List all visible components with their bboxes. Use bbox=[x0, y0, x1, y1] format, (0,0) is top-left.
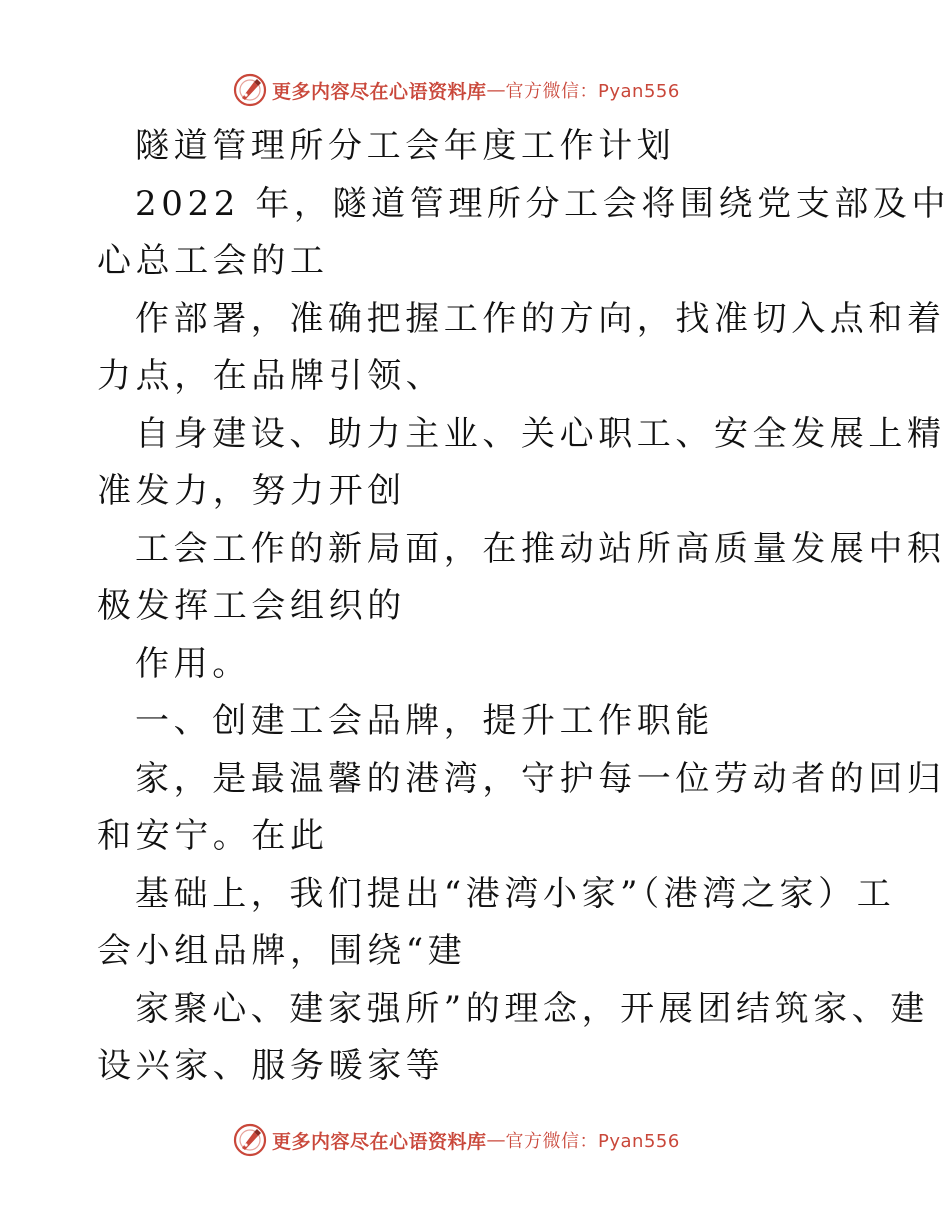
text-line: 工会工作的新局面，在推动站所高质量发展中积 bbox=[135, 528, 946, 569]
text-line: 作用。 bbox=[135, 643, 251, 684]
text-line: 力点，在品牌引领、 bbox=[97, 356, 445, 396]
document-title: 隧道管理所分工会年度工作计划 bbox=[135, 126, 676, 166]
text-line: 会小组品牌，围绕“建 bbox=[97, 931, 467, 971]
banner-dash: — bbox=[486, 79, 506, 101]
pen-nib-logo-icon bbox=[232, 1122, 268, 1158]
text-line: 心总工会的工 bbox=[97, 241, 329, 281]
text-line: 2022 年，隧道管理所分工会将围绕党支部及中 bbox=[135, 183, 950, 224]
text-line: 设兴家、服务暖家等 bbox=[97, 1046, 445, 1086]
text-line: 家聚心、建家强所”的理念，开展团结筑家、建 bbox=[135, 988, 929, 1029]
text-line: 自身建设、助力主业、关心职工、安全发展上精 bbox=[135, 413, 946, 454]
text-line: 家，是最温馨的港湾，守护每一位劳动者的回归 bbox=[135, 758, 946, 799]
banner-wechat: 官方微信：Pyan556 bbox=[505, 81, 680, 102]
document-body bbox=[97, 118, 950, 1096]
footer-banner bbox=[232, 1120, 732, 1160]
text-line: 极发挥工会组织的 bbox=[97, 586, 406, 626]
banner-dash: — bbox=[486, 1129, 506, 1151]
text-line: 基础上，我们提出“港湾小家”（港湾之家）工 bbox=[135, 873, 896, 914]
text-line: 和安宁。在此 bbox=[97, 816, 329, 856]
text-line: 准发力，努力开创 bbox=[97, 471, 406, 511]
banner-title: 更多内容尽在心语资料库 bbox=[272, 80, 487, 103]
section-heading: 一、创建工会品牌，提升工作职能 bbox=[135, 701, 714, 741]
banner-title: 更多内容尽在心语资料库 bbox=[272, 1130, 487, 1153]
banner-wechat: 官方微信：Pyan556 bbox=[505, 1131, 680, 1152]
header-banner bbox=[232, 70, 732, 110]
pen-nib-logo-icon bbox=[232, 72, 268, 108]
text-line: 作部署，准确把握工作的方向，找准切入点和着 bbox=[135, 298, 946, 339]
